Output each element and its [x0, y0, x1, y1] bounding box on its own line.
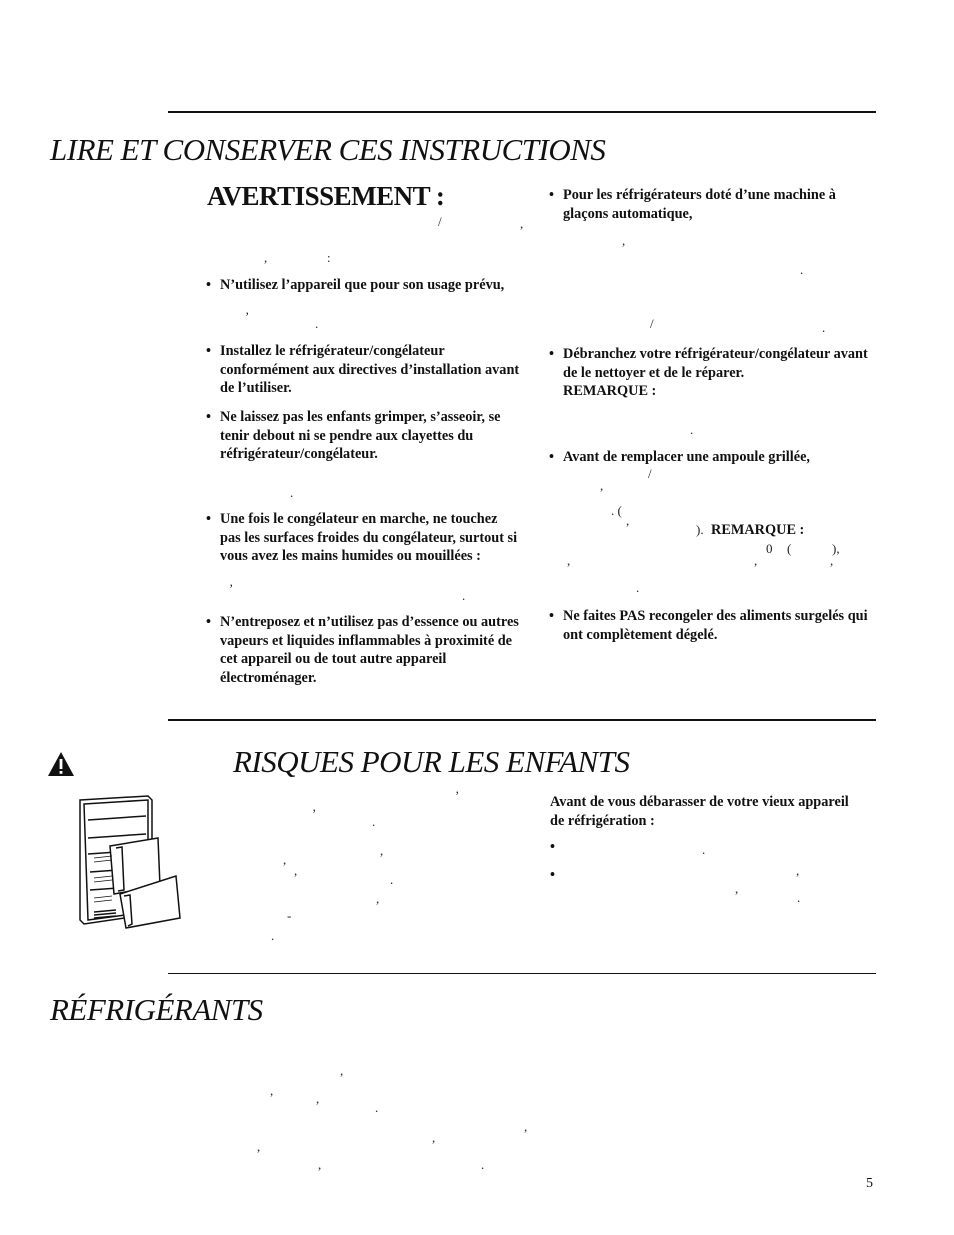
- bullet-dot: •: [206, 511, 212, 527]
- bullet-text: Débranchez votre réfrigérateur/congélateur avant de le nettoyer et de le réparer.: [563, 346, 868, 381]
- stray-mark: .: [375, 1100, 379, 1115]
- stray-mark: ,: [316, 1091, 320, 1106]
- stray-mark: .: [462, 588, 466, 603]
- stray-mark: ).: [696, 522, 704, 537]
- stray-mark: (: [787, 541, 792, 556]
- stray-mark: /: [650, 316, 654, 331]
- warning-bullet-install: [206, 342, 520, 398]
- stray-mark: ,: [318, 1157, 322, 1172]
- open-refrigerator-illustration: [76, 794, 184, 930]
- bullet-dot: •: [206, 343, 212, 359]
- warning-bullet-unplug: [549, 345, 873, 382]
- bullet-text: Ne laissez pas les enfants grimper, s’asseoir, se tenir debout ni se pendre aux clayettes du réfrigérateur/congélateur.: [220, 409, 501, 462]
- stray-mark: /: [648, 466, 652, 481]
- top-divider: [168, 111, 876, 113]
- stray-mark: .: [481, 1157, 485, 1172]
- stray-mark: ,: [524, 1119, 528, 1134]
- bullet-dot: •: [206, 614, 212, 630]
- warning-heading: AVERTISSEMENT :: [207, 181, 445, 211]
- stray-mark: .: [636, 580, 640, 595]
- stray-mark: .: [290, 485, 294, 500]
- section-title-instructions: LIRE ET CONSERVER CES INSTRUCTIONS: [50, 132, 606, 167]
- bullet-text: N’entreposez et n’utilisez pas d’essence ou autres vapeurs et liquides inflammables à proximité de cet appareil ou de tout autre appareil électroménager.: [220, 614, 519, 686]
- stray-mark: ,: [796, 863, 800, 878]
- warning-bullet-refreeze: [549, 607, 873, 644]
- stray-mark: .: [372, 814, 376, 829]
- section-title-refrigerants: RÉFRIGÉRANTS: [50, 992, 263, 1027]
- stray-mark: -: [287, 908, 292, 923]
- stray-mark: 0: [766, 541, 773, 556]
- stray-mark: .: [797, 890, 801, 905]
- stray-mark: ’: [245, 309, 250, 324]
- bullet-dot: •: [549, 449, 555, 465]
- bullet-dot: •: [549, 346, 555, 362]
- stray-mark: .: [315, 316, 319, 331]
- warning-bullet-children-shelves: [206, 408, 520, 464]
- stray-mark: ’: [455, 788, 460, 803]
- bullet-text: Pour les réfrigérateurs doté d’une machine à glaçons automatique,: [563, 187, 836, 222]
- stray-mark: ,: [520, 216, 524, 231]
- bullet-dot: •: [206, 409, 212, 425]
- page-number: 5: [866, 1176, 873, 1191]
- bullet-text: Ne faites PAS recongeler des aliments surgelés qui ont complètement dégelé.: [563, 608, 868, 643]
- stray-mark: ,: [257, 1139, 261, 1154]
- stray-mark: .: [822, 320, 826, 335]
- stray-mark: ,: [626, 513, 630, 528]
- stray-mark: /: [438, 214, 442, 229]
- bullet-dot: •: [206, 277, 212, 293]
- disposal-intro: Avant de vous débarasser de votre vieux appareil de réfrigération :: [550, 794, 849, 829]
- stray-mark: .: [690, 422, 694, 437]
- stray-mark: ,: [622, 233, 626, 248]
- stray-mark: ,: [264, 250, 268, 265]
- stray-mark: ,: [376, 891, 380, 906]
- bullet-text: Installez le réfrigérateur/congélateur conformément aux directives d’installation avant de l’utiliser.: [220, 343, 520, 396]
- stray-mark: ,: [754, 553, 758, 568]
- stray-mark: ,: [600, 478, 604, 493]
- stray-mark: ,: [340, 1063, 344, 1078]
- stray-mark: ),: [832, 541, 840, 556]
- stray-mark: .: [271, 928, 275, 943]
- children-divider: [168, 719, 876, 721]
- stray-mark: .: [390, 872, 394, 887]
- remark-label: REMARQUE :: [563, 383, 657, 399]
- bullet-text: Avant de remplacer une ampoule grillée,: [563, 449, 810, 465]
- stray-mark: .: [800, 262, 804, 277]
- bullet-dot: •: [549, 187, 555, 203]
- stray-mark: ,: [735, 881, 739, 896]
- stray-mark: . (: [611, 503, 622, 518]
- stray-mark: :: [327, 250, 331, 265]
- refrigerants-divider: [168, 973, 876, 974]
- stray-mark: ’: [229, 581, 234, 596]
- bullet-text: Une fois le congélateur en marche, ne touchez pas les surfaces froides du congélateur, surtout si vous avez les mains humides ou mouillées :: [220, 511, 518, 564]
- stray-mark: ,: [270, 1083, 274, 1098]
- stray-mark: ,: [567, 553, 571, 568]
- disposal-bullet-dot: •: [550, 839, 556, 855]
- bullet-text: N’utilisez l’appareil que pour son usage prévu,: [220, 277, 505, 293]
- stray-mark: ’: [312, 806, 317, 821]
- warning-bullet-cold-surfaces: [206, 510, 520, 566]
- stray-mark: ,: [380, 843, 384, 858]
- remark-label-2: REMARQUE :: [711, 522, 805, 538]
- stray-mark: ,: [283, 852, 287, 867]
- warning-bullet-bulb: [549, 448, 873, 467]
- stray-mark: ,: [294, 863, 298, 878]
- stray-mark: .: [702, 842, 706, 857]
- warning-bullet-usage: [206, 276, 520, 295]
- stray-mark: ,: [432, 1130, 436, 1145]
- warning-bullet-flammables: [206, 613, 520, 687]
- disposal-bullet-dot: •: [550, 867, 556, 883]
- section-title-children: RISQUES POUR LES ENFANTS: [233, 744, 630, 779]
- bullet-dot: •: [549, 608, 555, 624]
- warning-bullet-icemaker: [549, 186, 873, 223]
- warning-triangle-icon: [47, 751, 75, 777]
- stray-mark: ,: [830, 553, 834, 568]
